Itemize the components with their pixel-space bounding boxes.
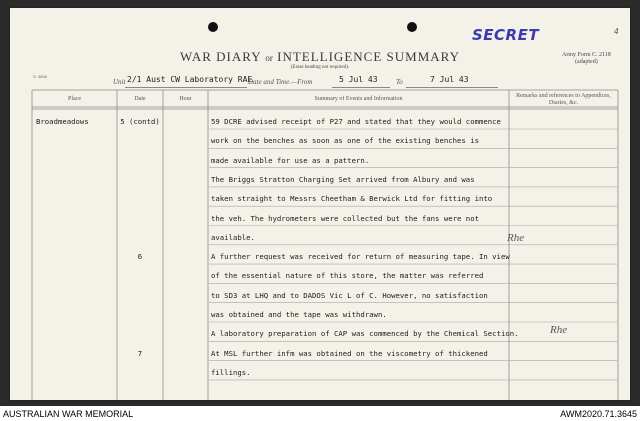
entry-text: fillings. bbox=[211, 367, 251, 377]
title-or: or bbox=[265, 53, 273, 63]
entry-text: The Briggs Stratton Charging Set arrived from Albury and was bbox=[211, 174, 475, 184]
margin-mark: S. 3006 bbox=[33, 74, 47, 79]
initials-signature-2: Rhe bbox=[550, 324, 568, 336]
title-intelligence-summary: INTELLIGENCE SUMMARY bbox=[277, 49, 460, 64]
war-diary-sheet bbox=[10, 8, 630, 400]
column-header-place: Place bbox=[68, 96, 81, 102]
to-date-value: 7 Jul 43 bbox=[430, 75, 469, 84]
title-subtitle: (Erase heading not required). bbox=[290, 65, 350, 70]
date-label: Date and Time.—From bbox=[248, 78, 313, 86]
entry-text: A further request was received for return of measuring tape. In view bbox=[211, 252, 510, 262]
entry-date: 5 (contd) bbox=[120, 117, 160, 126]
entry-text: was obtained and the tape was withdrawn. bbox=[211, 310, 387, 319]
footer-accession-number: AWM2020.71.3645 bbox=[560, 409, 637, 419]
column-header-date: Date bbox=[134, 96, 146, 102]
column-header-remarks: Remarks and references to Appendices, Diaries, &c. bbox=[516, 93, 611, 106]
entry-text: At MSL further infm was obtained on the viscometry of thickened bbox=[211, 348, 488, 358]
to-label: To bbox=[396, 78, 403, 86]
unit-label: Unit bbox=[113, 78, 126, 86]
unit-value: 2/1 Aust CW Laboratory RAE bbox=[127, 75, 253, 84]
title-war-diary: WAR DIARY bbox=[180, 49, 262, 64]
folio-number: 4 bbox=[614, 27, 619, 36]
initials-signature-1: Rhe bbox=[507, 232, 525, 244]
entry-text: taken straight to Messrs Cheetham & Berwick Ltd for fitting into bbox=[211, 194, 493, 204]
diary-table-grid bbox=[10, 8, 630, 400]
entry-text: made available for use as a pattern. bbox=[211, 155, 370, 165]
entry-date: 7 bbox=[137, 348, 143, 358]
column-header-summary: Summary of Events and Information bbox=[314, 96, 403, 102]
entry-text: of the essential nature of this store, the matter was referred bbox=[211, 271, 484, 281]
footer-institution: AUSTRALIAN WAR MEMORIAL bbox=[3, 409, 134, 419]
army-form-note: (adapted) bbox=[575, 59, 598, 65]
entry-text: the veh. The hydrometers were collected but the fans were not bbox=[211, 213, 479, 223]
column-header-hour: Hour bbox=[179, 96, 192, 102]
secret-stamp: SECRET bbox=[472, 26, 540, 44]
entry-text: A laboratory preparation of CAP was commenced by the Chemical Section. bbox=[211, 329, 519, 339]
entry-text: work on the benches as soon as one of the existing benches is bbox=[211, 136, 479, 146]
entry-date: 6 bbox=[137, 252, 143, 262]
entry-text: 59 DCRE advised receipt of P27 and stated that they would commence bbox=[211, 117, 501, 126]
entry-text: to SD3 at LHQ and to DADOS Vic L of C. However, no satisfaction bbox=[211, 290, 488, 300]
entry-place: Broadmeadows bbox=[36, 117, 89, 126]
entry-text: available. bbox=[211, 232, 255, 242]
army-form-number: Army Form C. 2118 bbox=[562, 52, 611, 58]
from-date-value: 5 Jul 43 bbox=[339, 75, 378, 84]
